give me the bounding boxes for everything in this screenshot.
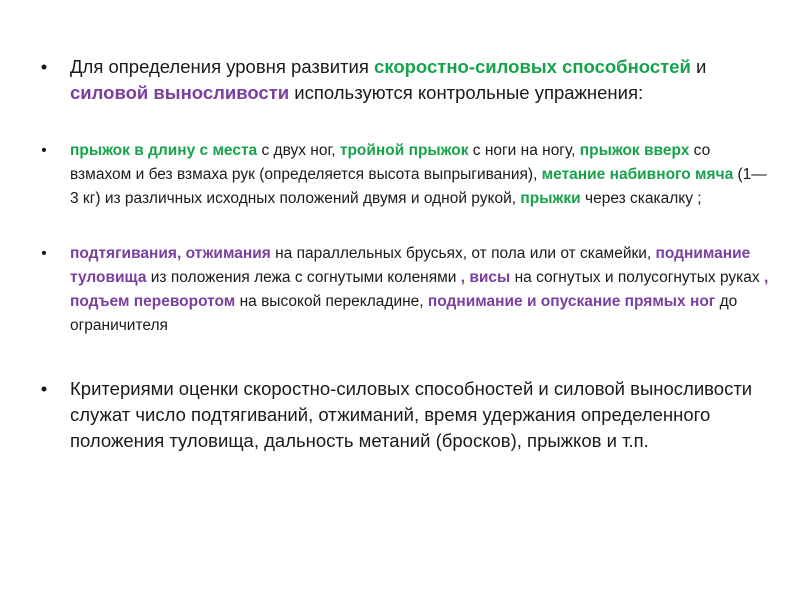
highlight-strength-endurance: силовой выносливости (70, 82, 290, 103)
bullet-1: • (40, 56, 48, 77)
bullet-2: • (41, 142, 47, 159)
highlight-rope-jumps: прыжки (520, 190, 581, 207)
text-segment: со взмахом и без взмаха рук (определяется высота выпрыгивания), (70, 142, 711, 183)
paragraph-criteria (70, 376, 770, 454)
highlight-speed-strength: скоростно-силовых способностей (374, 56, 691, 77)
bullet-3: • (41, 245, 47, 262)
text-segment: используются контрольные упражнения: (289, 82, 644, 103)
highlight-sit-ups: поднимание туловища (70, 245, 751, 286)
highlight-medicine-ball-throw: метание набивного мяча (537, 166, 734, 183)
text-segment: с двух ног, (257, 142, 340, 159)
text-segment: через скакалку ; (580, 190, 702, 207)
text-segment: с ноги на ногу, (468, 142, 580, 159)
text-segment: и (690, 56, 707, 77)
paragraph-speed-exercises (70, 139, 770, 211)
text-segment: до ограничителя (70, 293, 738, 334)
paragraph-strength-exercises (70, 242, 770, 338)
highlight-leg-raises: поднимание и опускание прямых ног (427, 293, 716, 310)
highlight-triple-jump: тройной прыжок (339, 142, 469, 159)
highlight-pullups-pushups: подтягивания, отжимания (70, 245, 271, 262)
highlight-vertical-jump: прыжок вверх (579, 142, 690, 159)
text-segment: (1—3 кг) из различных исходных положений двумя и одной рукой, (70, 166, 767, 207)
text-segment: Критериями оценки скоростно-силовых способностей и силовой выносливости служат число подтягиваний, отжиманий, время удержания определенного положения туловища, дальность метаний (бросков), прыжков и т.п. (70, 378, 753, 451)
highlight-kip-up: , подъем переворотом (70, 269, 769, 310)
text-segment: на параллельных брусьях, от пола или от скамейки, (270, 245, 656, 262)
text-segment: на высокой перекладине, (235, 293, 428, 310)
text-segment: на согнутых и полусогнутых руках (510, 269, 764, 286)
highlight-standing-long-jump: прыжок в длину с места (70, 142, 258, 159)
text-segment: из положения лежа с согнутыми коленями (146, 269, 461, 286)
text-segment: Для определения уровня развития (70, 56, 375, 77)
highlight-hangs: , висы (460, 269, 511, 286)
paragraph-intro (70, 54, 770, 106)
bullet-4: • (40, 378, 48, 399)
